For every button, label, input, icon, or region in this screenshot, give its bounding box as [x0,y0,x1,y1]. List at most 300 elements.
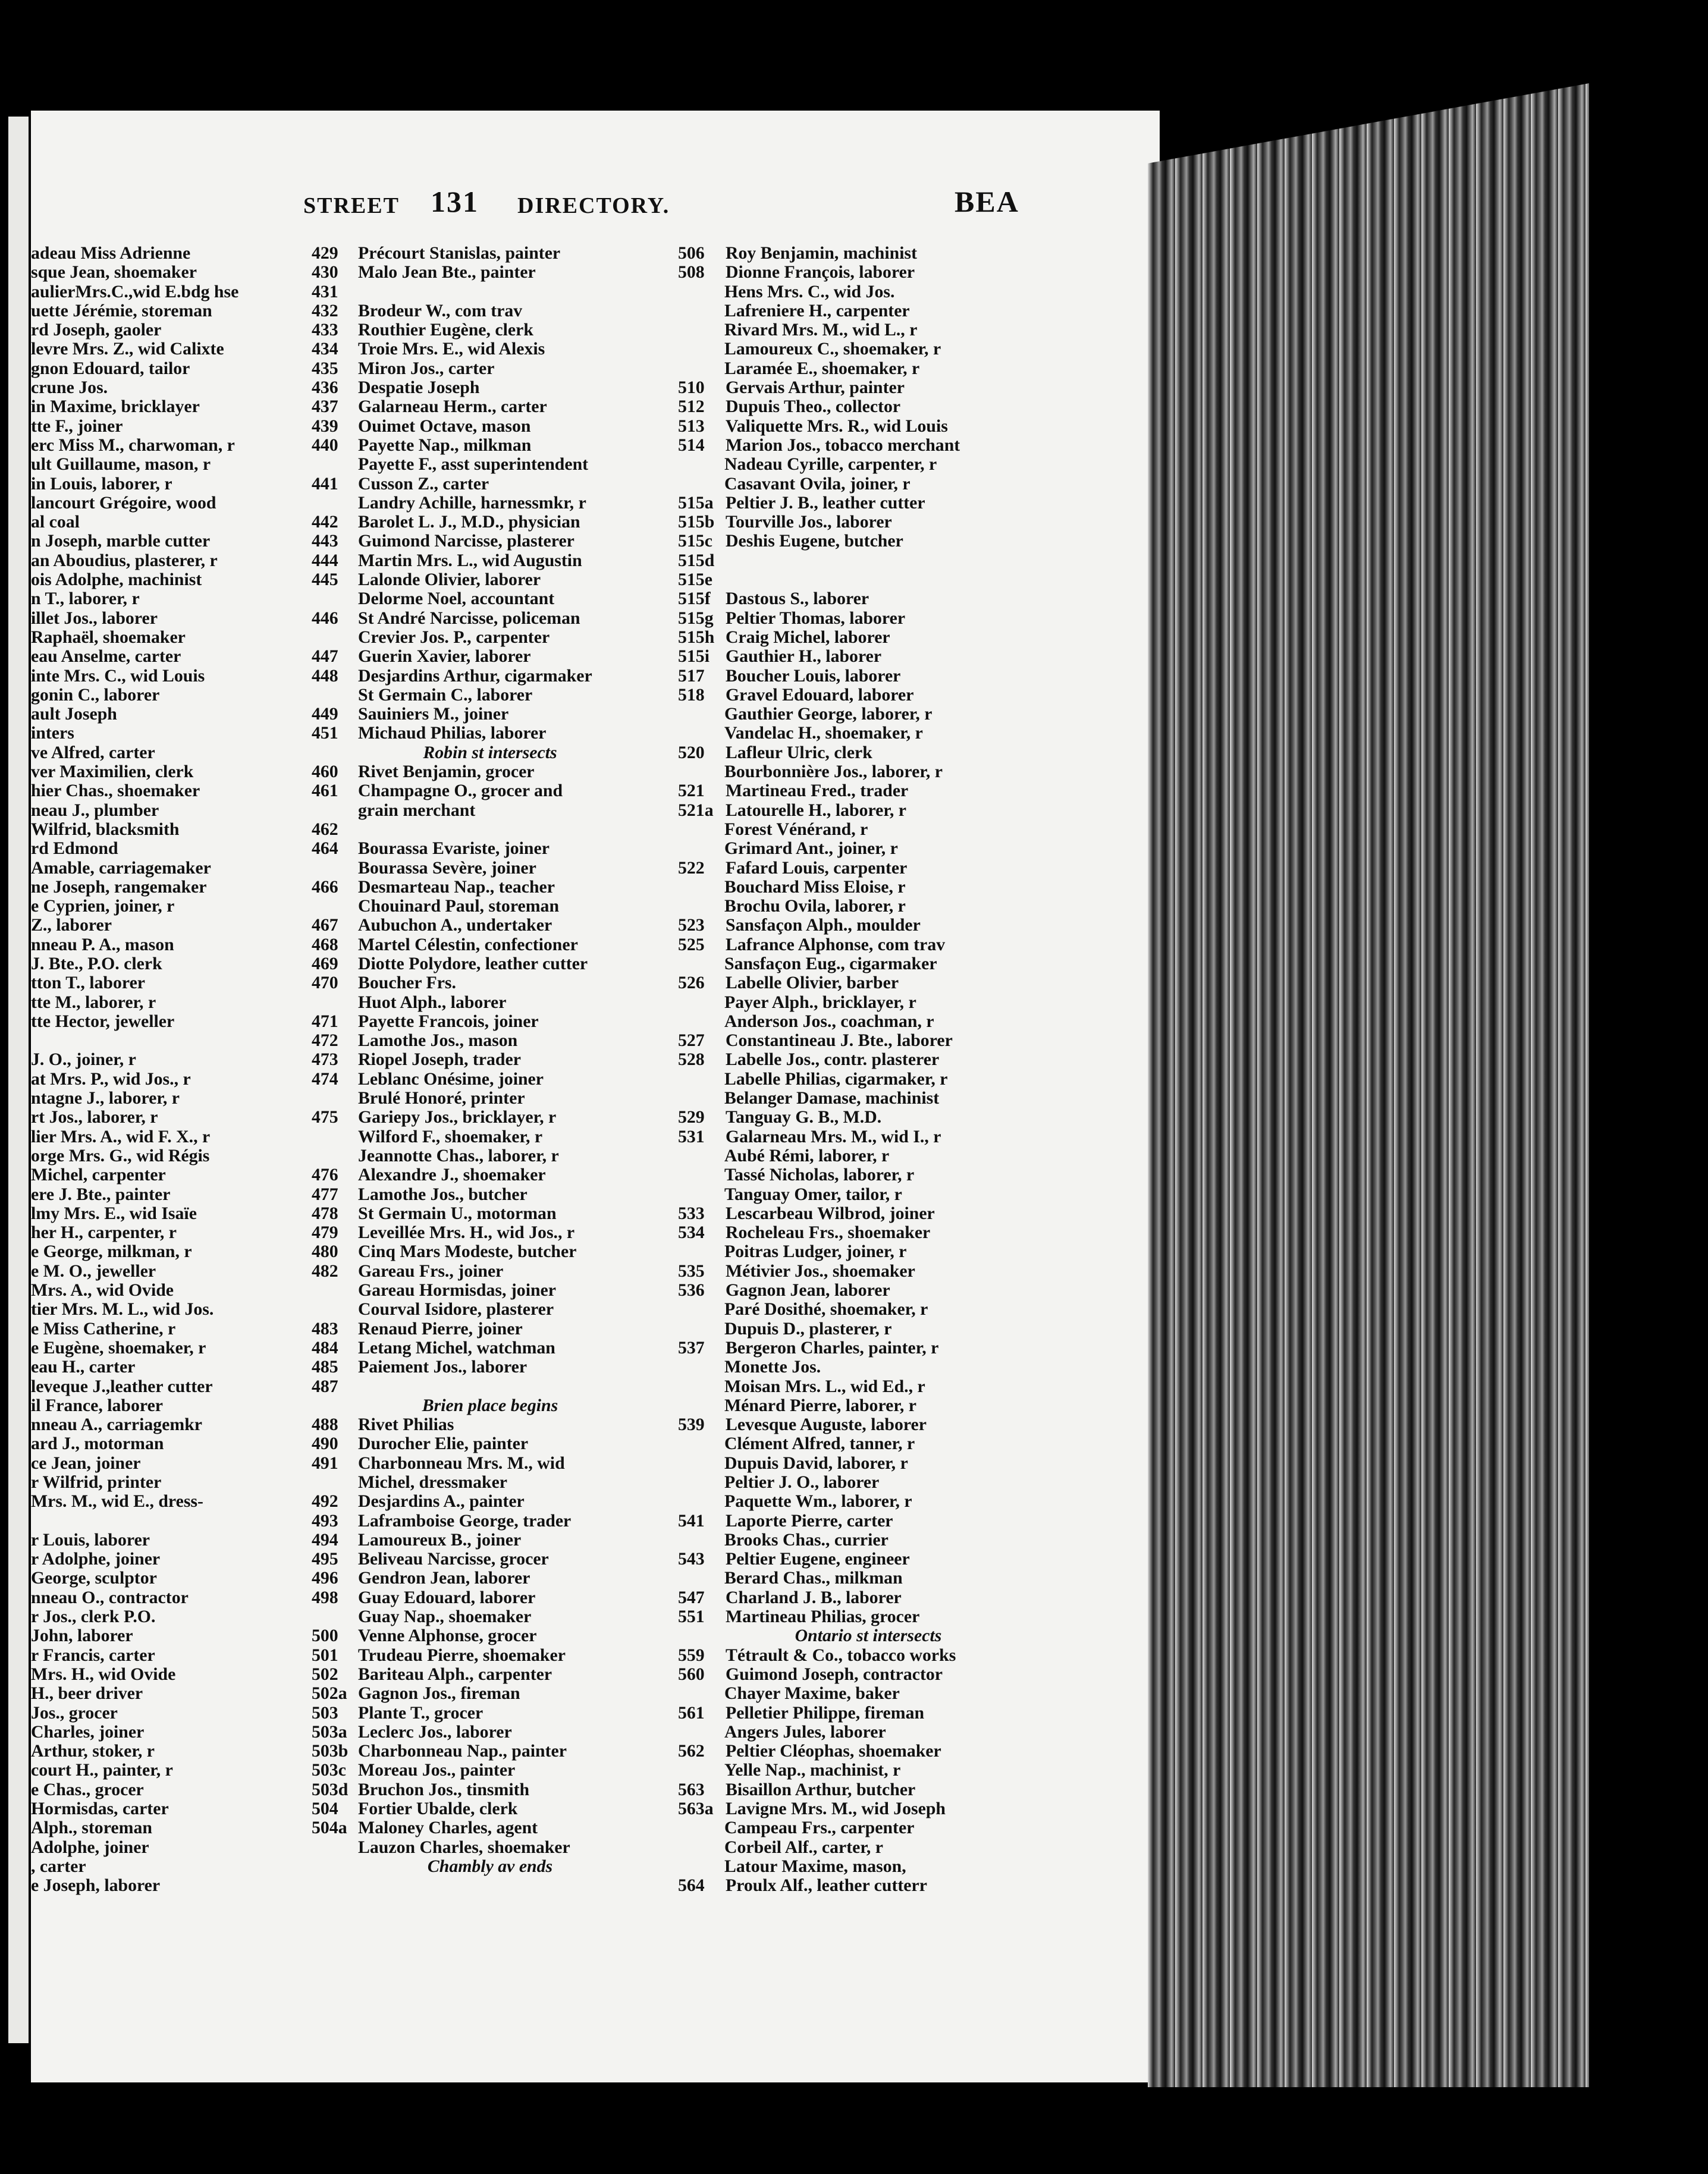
directory-entry [678,1838,1059,1857]
header-directory: DIRECTORY. [517,193,670,218]
resident-name: Chayer Maxime, baker [724,1683,900,1704]
directory-entry [312,916,668,935]
left-column-line: ere J. Bte., painter [31,1185,171,1204]
directory-entry [678,1588,1059,1607]
directory-entry [678,1780,1059,1799]
directory-entry [312,686,668,705]
directory-entry [678,859,1059,878]
resident-name: Laporte Pierre, carter [726,1510,893,1531]
house-number: 473 [312,1050,338,1070]
resident-name: Venne Alphonse, grocer [358,1626,537,1646]
directory-entry [678,436,1059,455]
resident-name: Tétrault & Co., tobacco works [726,1645,956,1665]
resident-name: Berard Chas., milkman [724,1568,903,1588]
resident-name: St Germain C., laborer [358,684,533,705]
resident-name: Dastous S., laborer [726,589,869,609]
house-number: 541 [678,1510,705,1531]
resident-name: Lamothe Jos., mason [358,1031,518,1051]
left-column-line: leveque J.,leather cutter [31,1377,213,1396]
resident-name: Rocheleau Frs., shoemaker [726,1223,931,1243]
directory-entry [678,1339,1059,1358]
directory-entry [312,1300,668,1319]
resident-name: Clément Alfred, tanner, r [724,1434,915,1454]
house-number: 488 [312,1415,338,1435]
directory-entry [312,839,668,858]
directory-entry [678,724,1059,743]
house-number: 445 [312,570,338,590]
column-left-cut [31,244,293,1896]
resident-name: Lamoureux C., shoemaker, r [724,339,941,359]
house-number: 522 [678,857,705,878]
house-number: 470 [312,973,338,993]
directory-entry [312,551,668,570]
resident-name: Desjardins A., painter [358,1491,525,1512]
directory-entry [678,1415,1059,1434]
resident-name: Précourt Stanislas, painter [358,243,561,263]
left-column-line: , carter [31,1856,86,1876]
resident-name: Brodeur W., com trav [358,300,523,321]
resident-name: Dupuis Theo., collector [726,397,901,417]
directory-entry [678,1665,1059,1684]
house-number: 503b [312,1741,348,1761]
directory-entry [312,1684,668,1703]
resident-name: Michaud Philias, laborer [358,723,547,743]
resident-name: Delorme Noel, accountant [358,589,555,609]
directory-entry [312,1550,668,1569]
house-number: 467 [312,915,338,935]
resident-name: Campeau Frs., carpenter [724,1818,915,1838]
directory-entry [312,570,668,589]
house-number: 514 [678,435,705,455]
resident-name: Champagne O., grocer and [358,781,563,801]
directory-entry [312,532,668,551]
house-number: 464 [312,838,338,859]
left-column-line: an Aboudius, plasterer, r [31,551,218,570]
resident-name: Lafrance Alphonse, com trav [726,934,946,954]
left-column-line: ntagne J., laborer, r [31,1089,180,1108]
resident-name: Aubé Rémi, laborer, r [724,1145,890,1165]
directory-entry [678,1185,1059,1204]
house-number: 537 [678,1337,705,1358]
resident-name: Payette Francois, joiner [358,1011,539,1031]
directory-entry [678,359,1059,378]
resident-name: Alexandre J., shoemaker [358,1165,546,1185]
left-column-line: Jos., grocer [31,1703,118,1723]
resident-name: Guimond Narcisse, plasterer [358,531,574,551]
resident-name: Lalonde Olivier, laborer [358,570,541,590]
resident-name: Despatie Joseph [358,378,480,398]
directory-entry [678,1857,1059,1876]
directory-entry [312,1512,668,1531]
directory-entry [312,397,668,416]
left-column-line: tton T., laborer [31,973,146,993]
house-number: 528 [678,1050,705,1070]
house-number: 561 [678,1702,705,1723]
house-number: 474 [312,1069,338,1089]
directory-entry [312,1434,668,1453]
left-column-line: ve Alfred, carter [31,743,155,762]
directory-entry [678,397,1059,416]
directory-entry [678,513,1059,532]
directory-entry [678,1070,1059,1089]
directory-entry [312,301,668,321]
resident-name: Peltier J. O., laborer [724,1472,880,1492]
house-number: 515c [678,531,712,551]
directory-entry [678,475,1059,494]
house-number: 461 [312,781,338,801]
left-column-line [31,1512,293,1531]
left-column-line: tte F., joiner [31,416,123,436]
directory-entry [312,321,668,340]
resident-name: Bourassa Evariste, joiner [358,838,550,859]
directory-entry [312,1838,668,1857]
directory-entry [312,1569,668,1588]
resident-name: Martineau Philias, grocer [726,1607,920,1627]
house-number: 533 [678,1203,705,1223]
directory-entry [678,1723,1059,1742]
left-column-line: inters [31,724,74,743]
left-column-line: r Louis, laborer [31,1530,150,1550]
resident-name: Tanguay G. B., M.D. [726,1107,882,1127]
left-column-line: ce Jean, joiner [31,1453,141,1473]
directory-entry [312,1704,668,1723]
left-column-line: e George, milkman, r [31,1242,192,1262]
left-column-line: Mrs. M., wid E., dress- [31,1492,203,1512]
house-number: 504a [312,1818,347,1838]
house-number: 547 [678,1587,705,1607]
left-column-line: gonin C., laborer [31,685,160,705]
directory-entry [312,1665,668,1684]
house-number: 431 [312,281,338,301]
house-number: 471 [312,1011,338,1031]
directory-entry [312,1165,668,1185]
resident-name: Levesque Auguste, laborer [726,1415,927,1435]
book-page-edges [1148,83,1589,2087]
house-number: 515a [678,492,714,513]
resident-name: Gariepy Jos., bricklayer, r [358,1107,557,1127]
section-heading: Robin st intersects [423,742,557,762]
house-number: 503a [312,1721,347,1742]
resident-name: Guimond Joseph, contractor [726,1664,943,1684]
resident-name: Roy Benjamin, machinist [726,243,917,263]
left-column-line: ver Maximilien, clerk [31,762,194,782]
directory-entry [678,494,1059,513]
directory-entry [312,859,668,878]
resident-name: Lavigne Mrs. M., wid Joseph [726,1799,946,1819]
house-number: 512 [678,397,705,417]
house-number: 446 [312,608,338,628]
resident-name: Proulx Alf., leather cutterr [726,1875,927,1896]
directory-entry [312,647,668,666]
resident-name: Courval Isidore, plasterer [358,1299,554,1320]
column-middle [312,244,668,1876]
left-column-line: Alph., storeman [31,1818,152,1838]
house-number: 510 [678,378,705,398]
directory-entry [312,1050,668,1069]
resident-name: Martin Mrs. L., wid Augustin [358,550,582,570]
resident-name: Deshis Eugene, butcher [726,531,903,551]
resident-name: Paré Dosithé, shoemaker, r [724,1299,928,1320]
directory-entry [312,1415,668,1434]
house-number: 503 [312,1702,338,1723]
directory-entry [678,628,1059,647]
left-column-line: at Mrs. P., wid Jos., r [31,1069,191,1089]
directory-entry [678,1704,1059,1723]
directory-entry [312,282,668,301]
directory-entry [678,1569,1059,1588]
column-right [678,244,1059,1896]
house-number: 515b [678,512,715,532]
resident-name: Nadeau Cyrille, carpenter, r [724,454,937,475]
directory-entry [312,724,668,743]
directory-entry [678,916,1059,935]
left-column-line: ault Joseph [31,705,117,724]
house-number: 490 [312,1434,338,1454]
left-column-line: lier Mrs. A., wid F. X., r [31,1127,211,1146]
page-number: 131 [431,185,479,218]
resident-name: Lescarbeau Wilbrod, joiner [726,1203,935,1223]
directory-entry [312,1185,668,1204]
resident-name: Vandelac H., shoemaker, r [724,723,923,743]
directory-entry [312,878,668,897]
house-number: 503d [312,1779,348,1799]
resident-name: Valiquette Mrs. R., wid Louis [726,416,948,436]
directory-entry [312,1242,668,1261]
resident-name: Barolet L. J., M.D., physician [358,512,580,532]
resident-name: Chouinard Paul, storeman [358,896,560,916]
house-number: 515d [678,550,715,570]
left-column-line: eau Anselme, carter [31,647,181,667]
house-number: 508 [678,262,705,282]
directory-entry [678,1761,1059,1780]
directory-entry [312,378,668,397]
house-number: 492 [312,1491,338,1512]
directory-entry [312,705,668,724]
directory-entry [678,1108,1059,1127]
directory-entry [678,820,1059,839]
resident-name: Belanger Damase, machinist [724,1088,940,1108]
left-column-line: r Francis, carter [31,1645,155,1665]
resident-name: Lafreniere H., carpenter [724,300,910,321]
directory-entry [678,609,1059,628]
left-column-line: erc Miss M., charwoman, r [31,435,235,455]
resident-name: Grimard Ant., joiner, r [724,838,898,859]
resident-name: Guay Nap., shoemaker [358,1607,532,1627]
resident-name: Lamoureux B., joiner [358,1529,522,1550]
resident-name: Beliveau Narcisse, grocer [358,1549,549,1569]
resident-name: Brochu Ovila, laborer, r [724,896,906,916]
resident-name: Moreau Jos., painter [358,1760,516,1780]
directory-entry [678,532,1059,551]
house-number: 495 [312,1549,338,1569]
house-number: 483 [312,1318,338,1339]
house-number: 437 [312,397,338,417]
directory-entry [312,244,668,263]
directory-entry [678,686,1059,705]
house-number: 551 [678,1607,705,1627]
left-column-line: in Maxime, bricklayer [31,397,200,417]
directory-entry [312,1108,668,1127]
house-number: 494 [312,1529,338,1550]
directory-entry [678,1492,1059,1511]
left-column-line: in Louis, laborer, r [31,474,172,494]
left-column-line: her H., carpenter, r [31,1223,177,1243]
resident-name: Dupuis D., plasterer, r [724,1318,892,1339]
directory-entry [678,1531,1059,1550]
left-column-line: hier Chas., shoemaker [31,781,200,801]
resident-name: Métivier Jos., shoemaker [726,1261,915,1281]
house-number: 563 [678,1779,705,1799]
resident-name: Bariteau Alph., carpenter [358,1664,552,1684]
resident-name: Gauthier H., laborer [726,646,882,667]
directory-entry [678,1012,1059,1031]
resident-name: Craig Michel, laborer [726,627,890,647]
house-number: 487 [312,1376,338,1396]
left-column-line: rt Jos., laborer, r [31,1108,158,1127]
directory-entry [312,1204,668,1223]
left-column-line: r Adolphe, joiner [31,1550,161,1569]
directory-entry [678,1089,1059,1108]
directory-entry [678,973,1059,992]
directory-entry [312,1799,668,1818]
resident-name: Fortier Ubalde, clerk [358,1799,518,1819]
house-number: 535 [678,1261,705,1281]
resident-name: Tassé Nicholas, laborer, r [724,1165,915,1185]
directory-entry [312,954,668,973]
house-number: 527 [678,1031,705,1051]
directory-entry [312,1473,668,1492]
directory-entry [678,1281,1059,1300]
resident-name: Ménard Pierre, laborer, r [724,1395,916,1415]
left-column-line: orge Mrs. G., wid Régis [31,1146,210,1165]
house-number: 491 [312,1453,338,1473]
house-number: 500 [312,1626,338,1646]
house-number: 529 [678,1107,705,1127]
house-number: 536 [678,1280,705,1300]
directory-entry [312,762,668,781]
resident-name: Gagnon Jos., fireman [358,1683,520,1704]
directory-entry [678,1031,1059,1050]
directory-entry [312,609,668,628]
directory-entry [312,359,668,378]
resident-name: Poitras Ludger, joiner, r [724,1242,907,1262]
directory-entry [678,1607,1059,1626]
resident-name: Charbonneau Nap., painter [358,1741,567,1761]
resident-name: Paquette Wm., laborer, r [724,1491,912,1512]
directory-entry [678,378,1059,397]
resident-name: Yelle Nap., machinist, r [724,1760,901,1780]
left-column-line: ne Joseph, rangemaker [31,877,207,897]
page-header [303,184,1023,220]
house-number: 434 [312,339,338,359]
house-number: 523 [678,915,705,935]
directory-entry [678,743,1059,762]
resident-name: Tourville Jos., laborer [726,512,892,532]
house-number: 534 [678,1223,705,1243]
resident-name: Cinq Mars Modeste, butcher [358,1242,577,1262]
resident-name: Martineau Fred., trader [726,781,909,801]
house-number: 482 [312,1261,338,1281]
resident-name: Boucher Frs. [358,973,456,993]
directory-entry [678,1646,1059,1665]
left-column-line: e Cyprien, joiner, r [31,897,175,916]
resident-name: Routhier Eugène, clerk [358,320,533,340]
directory-entry [678,993,1059,1012]
resident-name: Laframboise George, trader [358,1510,572,1531]
house-number: 429 [312,243,338,263]
house-number: 560 [678,1664,705,1684]
resident-name: Bergeron Charles, painter, r [726,1337,939,1358]
house-number: 563a [678,1799,714,1819]
left-column-line: e Chas., grocer [31,1780,144,1799]
left-column-line: Raphaël, shoemaker [31,627,186,647]
directory-entry [312,263,668,282]
resident-name: Brooks Chas., currier [724,1529,888,1550]
left-column-line: John, laborer [31,1626,133,1646]
directory-entry [312,1281,668,1300]
left-column-line: J. O., joiner, r [31,1050,136,1070]
resident-name: Peltier Eugene, engineer [726,1549,910,1569]
resident-name: Leblanc Onésime, joiner [358,1069,544,1089]
left-column-line: sque Jean, shoemaker [31,263,197,282]
section-heading: Ontario st intersects [795,1626,942,1646]
house-number: 506 [678,243,705,263]
house-number: 476 [312,1165,338,1185]
directory-entry [678,1242,1059,1261]
directory-entry [312,1492,668,1511]
left-column-line: ois Adolphe, machinist [31,570,202,590]
left-column-line: rd Joseph, gaoler [31,321,162,340]
left-column-line: e Eugène, shoemaker, r [31,1338,206,1358]
header-street: STREET [303,193,400,218]
directory-entry [312,1339,668,1358]
house-number: 484 [312,1337,338,1358]
resident-name: Peltier Thomas, laborer [726,608,906,628]
left-column-line: inte Mrs. C., wid Louis [31,666,205,686]
directory-entry [312,1012,668,1031]
directory-entry [312,1320,668,1339]
directory-entry [678,1223,1059,1242]
resident-name: Angers Jules, laborer [724,1721,886,1742]
directory-entry [312,436,668,455]
house-number: 433 [312,320,338,340]
directory-entry [678,954,1059,973]
house-number: 504 [312,1799,338,1819]
directory-entry [678,321,1059,340]
resident-name: Casavant Ovila, joiner, r [724,473,910,494]
left-column-line: Mrs. H., wid Ovide [31,1664,176,1684]
directory-entry [312,1723,668,1742]
directory-entry [312,1818,668,1837]
directory-entry [678,1127,1059,1146]
directory-entry [678,667,1059,686]
resident-name: Bourassa Sevère, joiner [358,857,536,878]
resident-name: Maloney Charles, agent [358,1818,538,1838]
directory-entry [678,417,1059,436]
left-column-line: H., beer driver [31,1684,143,1704]
resident-name: Payette F., asst superintendent [358,454,589,475]
directory-entry [312,1780,668,1799]
house-number: 436 [312,378,338,398]
resident-name: Tanguay Omer, tailor, r [724,1184,902,1204]
resident-name: Corbeil Alf., carter, r [724,1837,883,1857]
resident-name: Monette Jos. [724,1357,821,1377]
house-number: 515h [678,627,715,647]
house-number: 475 [312,1107,338,1127]
header-section-letters: BEA [955,185,1019,218]
house-number: 448 [312,665,338,686]
directory-entry [678,551,1059,570]
